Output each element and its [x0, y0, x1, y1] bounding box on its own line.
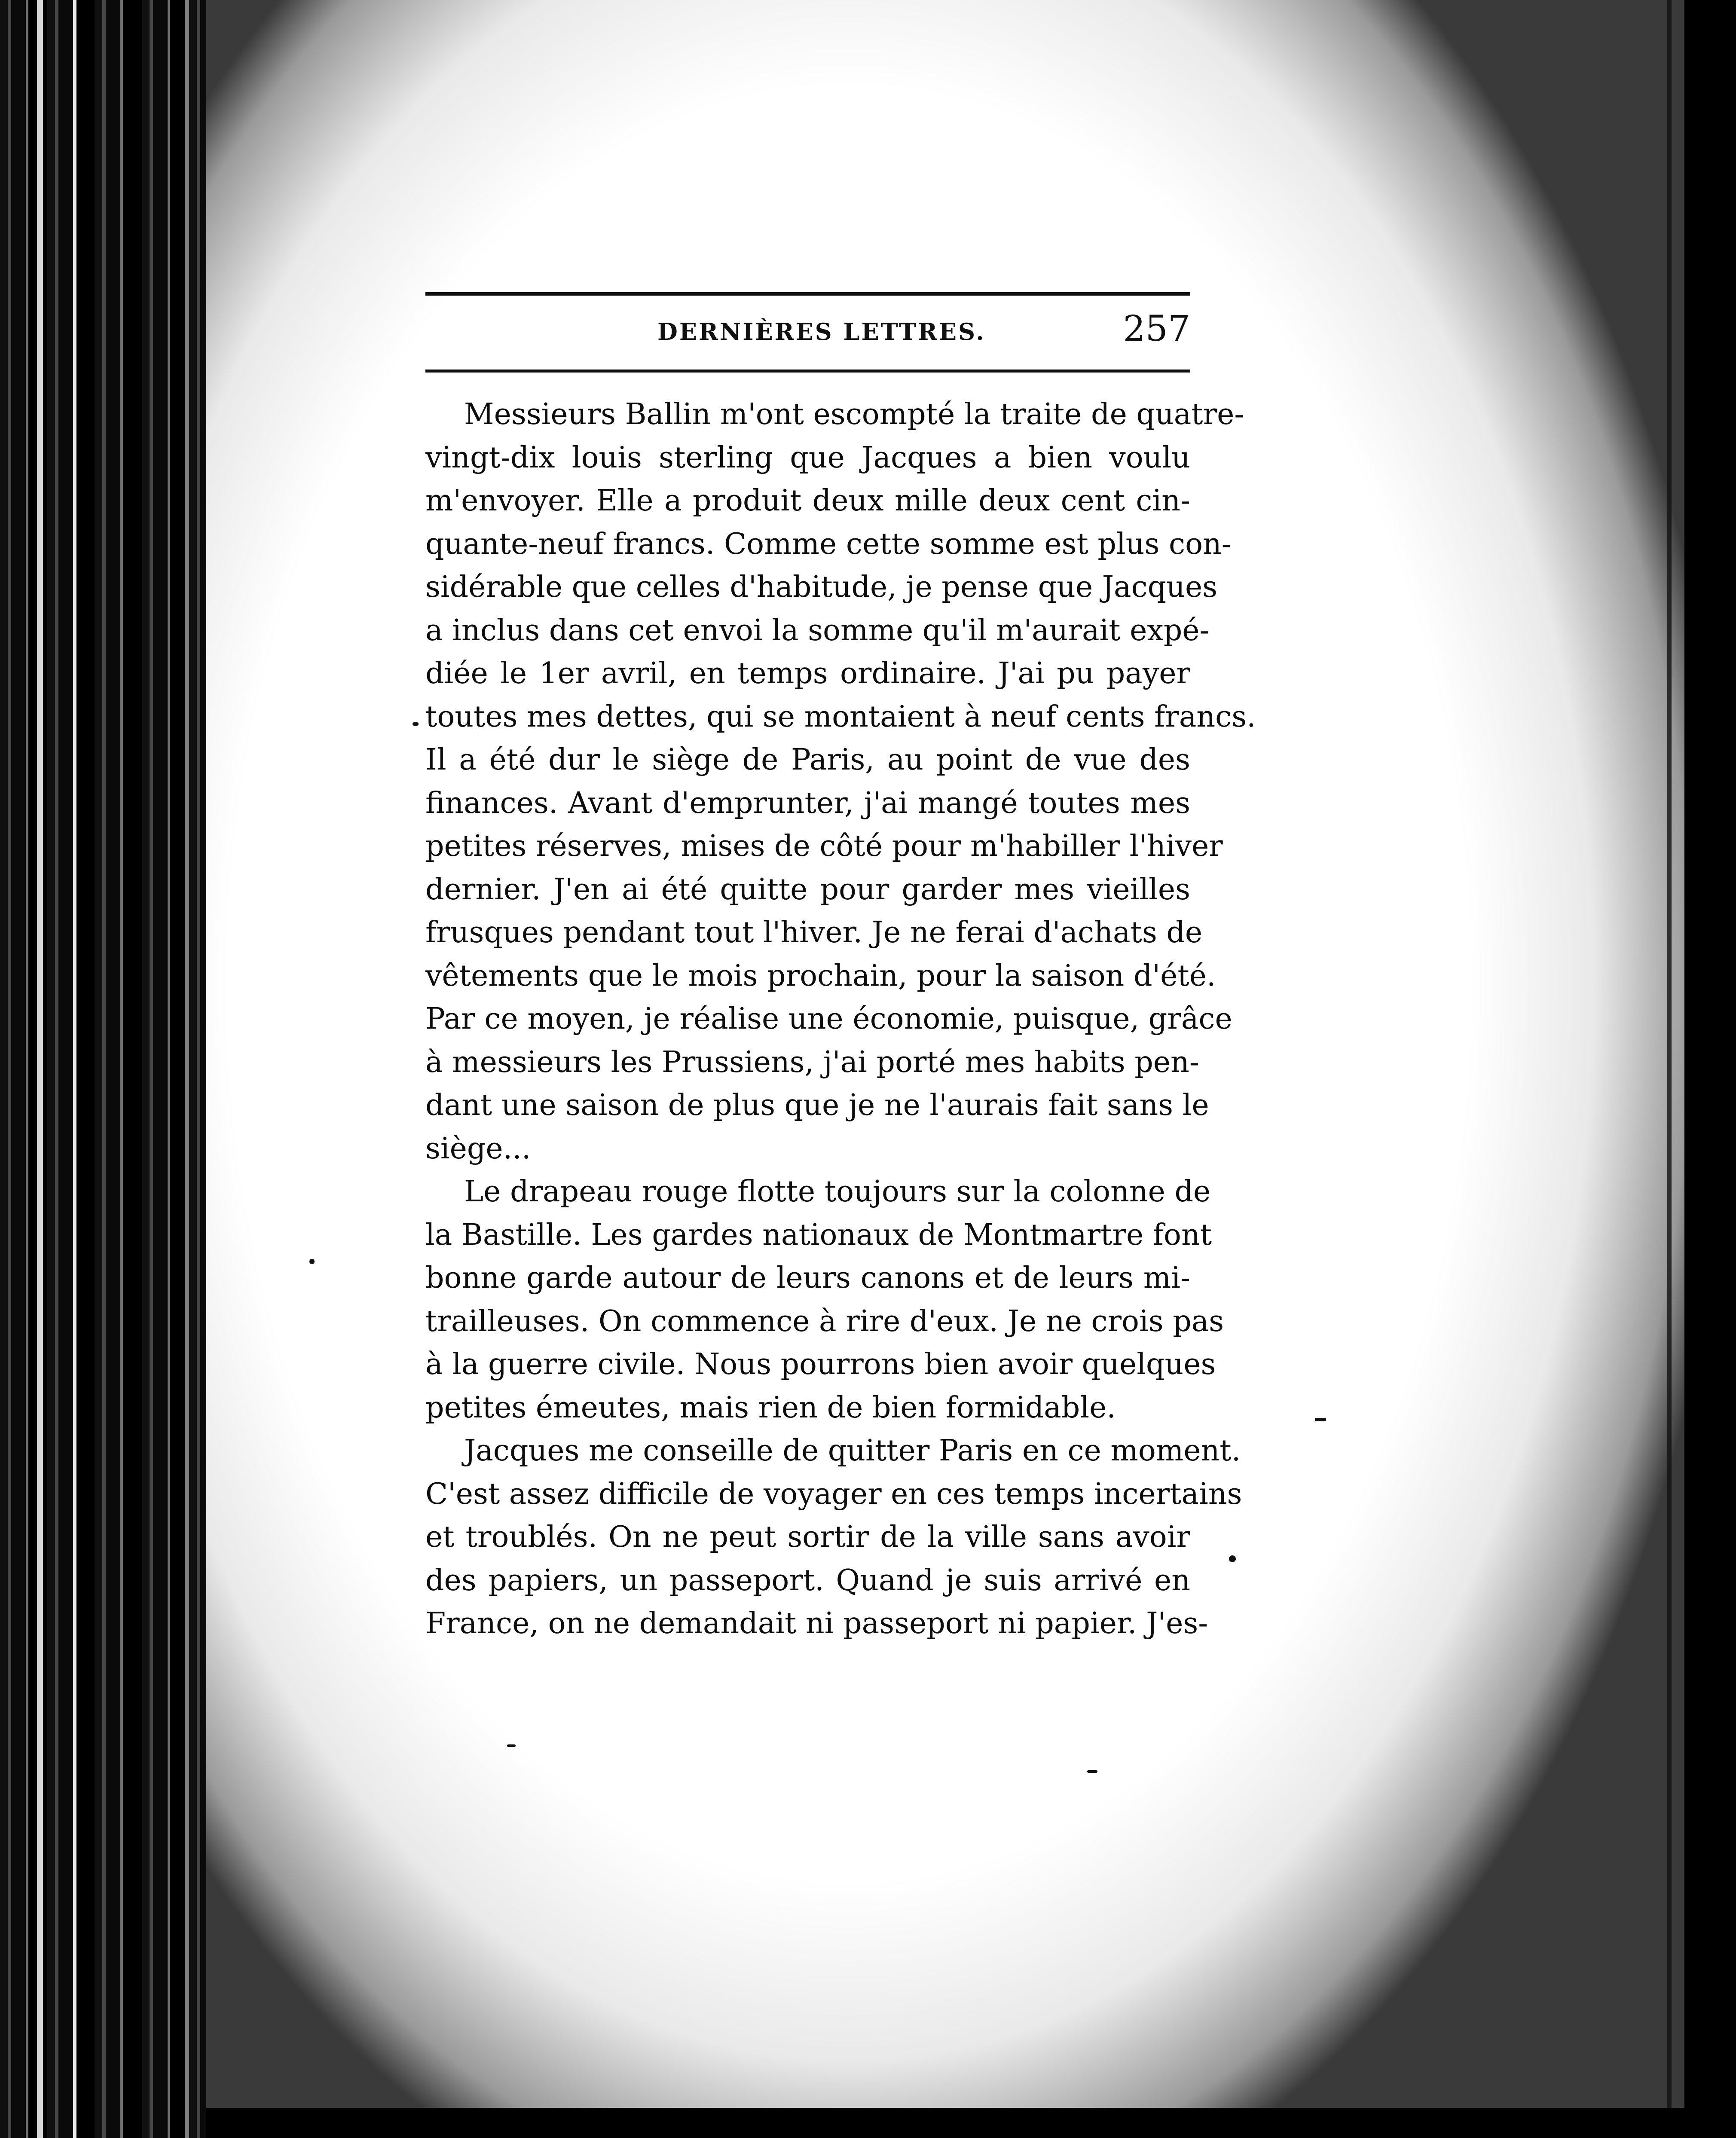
- text-line: petites réserves, mises de côté pour m'habiller l'hiver: [425, 829, 1223, 863]
- header-rule-bottom: [425, 370, 1190, 373]
- text-line: frusques pendant tout l'hiver. Je ne ferai d'achats de: [425, 916, 1203, 950]
- text-line: des papiers, un passeport. Quand je suis arrivé en: [425, 1563, 1190, 1597]
- text-line: à messieurs les Prussiens, j'ai porté mes habits pen-: [425, 1045, 1199, 1079]
- text-line: et troublés. On ne peut sortir de la ville sans avoir: [425, 1520, 1190, 1554]
- text-line: petites émeutes, mais rien de bien formidable.: [425, 1390, 1116, 1425]
- text-line: trailleuses. On commence à rire d'eux. Je ne crois pas: [425, 1304, 1224, 1338]
- paragraph: [425, 1170, 1224, 1429]
- scan-speckle: [1315, 1418, 1326, 1421]
- bottom-margin-black: [206, 2108, 1736, 2138]
- page-number: 257: [1123, 308, 1190, 349]
- scan-speckle: [413, 722, 419, 726]
- text-line: France, on ne demandait ni passeport ni papier. J'es-: [425, 1607, 1208, 1640]
- paragraph: [425, 393, 1256, 1170]
- header-rule-top: [425, 292, 1190, 296]
- text-line: toutes mes dettes, qui se montaient à neuf cents francs.: [425, 699, 1256, 734]
- running-title: DERNIÈRES LETTRES.: [657, 318, 986, 345]
- scan-speckle: [1087, 1770, 1097, 1773]
- text-line: quante-neuf francs. Comme cette somme est plus con-: [425, 527, 1232, 561]
- binding-edge-line: [185, 0, 189, 2138]
- text-line: m'envoyer. Elle a produit deux mille deux cent cin-: [425, 484, 1190, 518]
- text-line: finances. Avant d'emprunter, j'ai mangé toutes mes: [425, 786, 1190, 820]
- page-header: [425, 292, 1190, 357]
- scan-speckle: [309, 1259, 315, 1264]
- text-line: diée le 1er avril, en temps ordinaire. J'ai pu payer: [425, 657, 1190, 690]
- text-line: siège...: [425, 1131, 531, 1166]
- text-line: dant une saison de plus que je ne l'aurais fait sans le: [425, 1088, 1209, 1122]
- text-line: sidérable que celles d'habitude, je pense que Jacques: [425, 570, 1218, 604]
- text-line: Jacques me conseille de quitter Paris en ce moment.: [464, 1434, 1241, 1468]
- scan-speckle: [1229, 1555, 1236, 1562]
- text-line: à la guerre civile. Nous pourrons bien avoir quelques: [425, 1347, 1216, 1381]
- right-margin-black: [1684, 0, 1736, 2138]
- scan-speckle: [507, 1744, 516, 1747]
- paragraph: [425, 1429, 1242, 1646]
- binding-edge-line: [37, 0, 43, 2138]
- text-line: Messieurs Ballin m'ont escompté la traite de quatre-: [464, 397, 1244, 431]
- text-line: a inclus dans cet envoi la somme qu'il m'aurait expé-: [425, 613, 1210, 648]
- text-line: la Bastille. Les gardes nationaux de Montmartre font: [425, 1218, 1212, 1252]
- text-line: C'est assez difficile de voyager en ces temps incertains: [425, 1477, 1242, 1511]
- text-line: vêtements que le mois prochain, pour la saison d'été.: [425, 959, 1216, 993]
- text-line: vingt-dix louis sterling que Jacques a bien voulu: [425, 440, 1190, 475]
- text-line: Il a été dur le siège de Paris, au point de vue des: [425, 743, 1190, 777]
- text-line: Par ce moyen, je réalise une économie, puisque, grâce: [425, 1002, 1232, 1036]
- text-line: Le drapeau rouge flotte toujours sur la colonne de: [464, 1175, 1211, 1209]
- page-edge-shadow: [1667, 0, 1672, 2138]
- text-line: bonne garde autour de leurs canons et de leurs mi-: [425, 1261, 1190, 1295]
- text-line: dernier. J'en ai été quitte pour garder mes vieilles: [425, 872, 1190, 907]
- body-text: [425, 393, 1256, 1646]
- binding-edge-line: [73, 0, 76, 2138]
- book-binding-shadow: [0, 0, 206, 2138]
